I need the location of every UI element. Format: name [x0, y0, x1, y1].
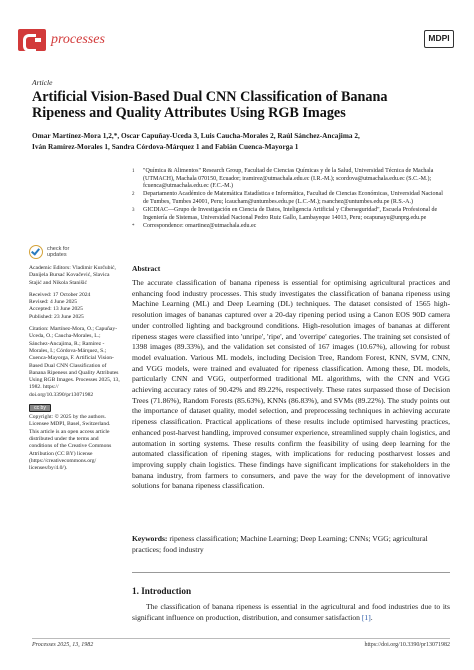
divider: [132, 572, 450, 573]
keywords: [132, 534, 450, 555]
check-for-updates[interactable]: [29, 245, 121, 259]
affiliation-text: "Química & Alimentos" Research Group, Facultad de Ciencias Químicas y de la Salud, Universidad Técnica de Machala (UTMACH), Machala 070150, Ecuador; iramirez@utmachala.edu.ec (I.R.-M.); scordova@utmachala.edu.ec (S.C.-M.); fcuenca@utmachala.edu.ec (F.C.-M.): [143, 168, 434, 190]
affiliation-mark: 2: [132, 192, 135, 198]
correspondence-text: Correspondence: omartinez@utmachala.edu.ec: [143, 222, 257, 229]
intro-end: .: [370, 612, 373, 622]
check-updates-line-2: updates: [47, 252, 67, 258]
processes-logo-icon: [18, 29, 46, 51]
footer-citation: Processes 2025, 13, 1982: [32, 642, 94, 648]
mdpi-logo: MDPI: [424, 30, 454, 48]
cc-by-icon: cc by: [29, 404, 51, 412]
keywords-label: Keywords:: [132, 534, 168, 543]
accepted-date: Accepted: 13 June 2025: [29, 306, 83, 313]
keywords-text: ripeness classification; Machine Learning; Deep Learning; CNNs; VGG; agricultural practices; food industry: [132, 534, 428, 554]
journal-name: processes: [51, 32, 105, 47]
affiliation-mark: 3: [132, 207, 135, 213]
page-footer: [32, 642, 450, 648]
footer-divider: [32, 638, 450, 639]
abstract-text: The accurate classification of banana ripeness is essential for optimising agricultural practices and enhancing food industry processes. This study investigates the classification of banana ripeness using Machine Learning (ML) and Deep Learning (DL) techniques. The dataset consisted of 1565 high-resolution images of bananas captured over a 20-day ripening period using a Canon EOS 90D camera under controlled lighting and background conditions. High-resolution images of bananas at different ripeness stages were classified into 'unripe', 'ripe', and 'overripe' categories. The training set consisted of 1398 images (89.33%), and the validation set consisted of 167 images (10.67%), allowing for robust model evaluation. Various ML models, including Decision Tree, Random Forest, KNN, SVM, CNN, and VGG models, were trained and evaluated for ripeness classification. Among these, DL models, particularly CNN and VGG, outperformed traditional ML algorithms, with the CNN and VGG achieving accuracy rates of 90.42% and 89.22%, respectively. These rates surpassed those of Decision Trees (71.86%), Random Forests (85.63%), KNNs (86.83%), and SVMs (89.22%). The study points out the importance of dataset quality, model selection, and preprocessing techniques in achieving accurate ripeness classification. Practical applications of these results include optimised harvesting practices, enhanced post-harvest handling, improved consumer experience, streamlined supply chain logistics, and automation in sorting systems. These results confirm the feasibility of using deep learning for the automated classification of ripening stages, with implications for reducing postharvest losses and improving supply chain logistics. These findings have significant implications for stakeholders in the banana industry, from farmers to consumers, and pave the way for the development of innovative solutions for banana ripeness classification.: [132, 278, 450, 491]
affiliation-mark: *: [132, 223, 135, 229]
published-date: Published: 23 June 2025: [29, 313, 84, 320]
correspondence: [132, 223, 450, 231]
citation: Citation: Martínez-Mora, O.; Capuñay-Uceda, O.; Caucha-Morales, L.; Sánchez-Ancajima, R.; Ramírez -Morales, I.; Córdova-Márquez, S.; Cuenca-Mayorga, F. Artificial Vision-Based Dual CNN Classification of Banana Ripeness and Quality Attributes Using RGB Images. Processes 2025, 13, 1982. https:// doi.org/10.3390/pr13071982: [29, 326, 120, 398]
affiliation-mark: 1: [132, 169, 135, 174]
academic-editors: Academic Editors: Vladimir Kurčubić, Danijela Bursać Kovačević, Slavica Stajić and Nikola Stanišić: [29, 265, 116, 286]
received-date: Received: 17 October 2024: [29, 291, 91, 298]
affiliation-item: [132, 168, 450, 191]
article-sidebar: [29, 245, 121, 477]
abstract-heading: Abstract: [132, 264, 161, 273]
check-updates-line-1: check for: [47, 246, 70, 252]
affiliation-text: Departamento Académico de Matemática Estadística e Informática, Facultad de Ciencias Económicas, Universidad Nacional de Tumbes, Tumbes 24001, Peru; lcaucham@untumbes.edu.pe (L.C.-M.); rsanchez@untumbes.edu.pe (R.S.-A.): [143, 191, 443, 205]
article-title: Artificial Vision-Based Dual CNN Classification of Banana Ripeness and Quality Attributes Using RGB Images: [32, 89, 388, 121]
authors-line-1: Omar Martínez-Mora 1,2,*, Oscar Capuñay-Uceda 3, Luis Caucha-Morales 2, Raúl Sánchez-Ancajima 2,: [32, 131, 360, 140]
intro-paragraph: [132, 602, 450, 623]
check-updates-icon: [29, 245, 43, 259]
authors-line-2: Iván Ramírez-Morales 1, Sandra Córdova-Márquez 1 and Fabián Cuenca-Mayorga 1: [32, 142, 299, 151]
affiliation-item: [132, 191, 450, 206]
article-dates: [29, 292, 121, 321]
affiliation-item: [132, 207, 450, 222]
reference-link[interactable]: [1]: [361, 612, 371, 622]
copyright: Copyright: © 2025 by the authors. Licensee MDPI, Basel, Switzerland. This article is an open access article distributed under the terms and conditions of the Creative Commons Attribution (CC BY) license (https://creativecommons.org/ licenses/by/4.0/).: [29, 414, 112, 472]
revised-date: Revised: 4 June 2025: [29, 299, 78, 306]
affiliations: [132, 168, 450, 231]
footer-doi-link[interactable]: https://doi.org/10.3390/pr13071982: [364, 642, 450, 648]
authors: [32, 130, 444, 152]
section-heading: 1. Introduction: [132, 586, 192, 596]
cc-license[interactable]: [29, 404, 121, 412]
intro-text: The classification of banana ripeness is essential in the agricultural and food industries due to its significant influence on production, distribution, and consumer satisfaction: [132, 602, 450, 622]
affiliation-text: GICDIAC—Grupo de Investigación en Ciencia de Datos, Inteligencia Artificial y Ciberseguridad", Escuela Profesional de Ingeniería de Sistemas, Universidad Nacional Pedro Ruiz Gallo, Lambayeque 14013, Peru; ocapunayu@unprg.edu.pe: [143, 206, 438, 221]
journal-logo: [18, 29, 105, 51]
article-type: Article: [32, 78, 53, 87]
